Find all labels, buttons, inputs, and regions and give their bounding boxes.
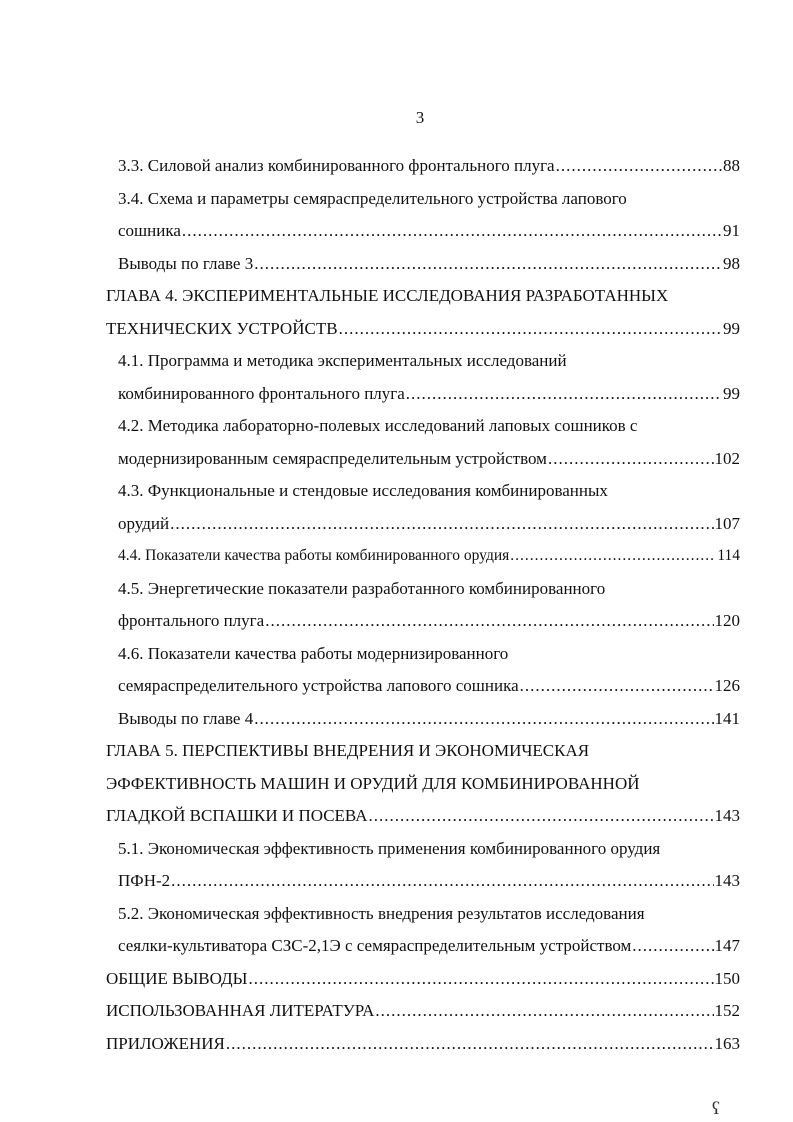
toc-line (0, 865, 740, 898)
toc-line (0, 768, 740, 801)
toc-line (0, 670, 740, 703)
toc-page-number: 88 (723, 156, 740, 175)
toc-entry[interactable] (0, 248, 793, 281)
toc-entry-title: ГЛАВА 4. ЭКСПЕРИМЕНТАЛЬНЫЕ ИССЛЕДОВАНИЯ РАЗРАБОТАННЫХ (106, 286, 669, 305)
dot-leader (171, 865, 713, 898)
toc-entry-title: орудий (118, 513, 170, 533)
toc-entry-title: 4.2. Методика лабораторно-полевых исследований лаповых сошников с (118, 416, 638, 435)
toc-line (0, 963, 740, 996)
dot-leader (265, 605, 713, 638)
toc-entry-title: Выводы по главе 4 (118, 708, 254, 728)
toc-line (0, 1028, 740, 1061)
toc-line (0, 410, 740, 443)
toc-line (0, 378, 740, 411)
toc-line (0, 995, 740, 1028)
dot-leader (339, 313, 722, 346)
dot-leader (520, 670, 714, 703)
toc-entry-title: ГЛАДКОЙ ВСПАШКИ И ПОСЕВА (106, 806, 368, 825)
toc-page-number: 126 (714, 676, 740, 695)
toc-entry-title: Выводы по главе 3 (118, 253, 254, 273)
toc-line (0, 703, 740, 736)
toc-entry-title: ТЕХНИЧЕСКИХ УСТРОЙСТВ (106, 318, 338, 338)
toc-entry[interactable] (0, 345, 793, 410)
toc-entry[interactable] (0, 995, 793, 1028)
toc-entry-title: семяраспределительного устройства лапового сошника (118, 676, 519, 695)
toc-line (0, 508, 740, 541)
toc-entry-title: 4.3. Функциональные и стендовые исследования комбинированных (118, 481, 608, 500)
toc-page-number: 143 (714, 871, 740, 890)
toc-line (0, 573, 740, 606)
dot-leader (375, 995, 713, 1028)
toc-entry[interactable] (0, 540, 793, 573)
toc-line (0, 443, 740, 476)
toc-entry-title: 3.4. Схема и параметры семяраспределительного устройства лапового (118, 188, 627, 208)
toc-page-number: 147 (714, 936, 740, 955)
toc-entry[interactable] (0, 1028, 793, 1061)
toc-page-number: 99 (723, 383, 740, 403)
table-of-contents (0, 150, 793, 1060)
corner-mark: ʕ (712, 1098, 720, 1118)
toc-entry-title: ИСПОЛЬЗОВАННАЯ ЛИТЕРАТУРА (106, 1001, 375, 1020)
toc-entry[interactable] (0, 280, 793, 345)
dot-leader (248, 963, 713, 996)
toc-entry-title: модернизированным семяраспределительным устройством (118, 448, 547, 468)
toc-line (0, 735, 740, 768)
toc-entry-title: 4.6. Показатели качества работы модернизированного (118, 643, 509, 663)
toc-page-number: 120 (714, 611, 740, 630)
toc-entry[interactable] (0, 150, 793, 183)
toc-entry-title: 4.5. Энергетические показатели разработанного комбинированного (118, 578, 606, 598)
dot-leader (548, 443, 714, 476)
toc-entry-title: фронтального плуга (118, 611, 265, 630)
toc-entry[interactable] (0, 963, 793, 996)
dot-leader (254, 703, 713, 736)
dot-leader (510, 540, 716, 573)
toc-entry-title: ГЛАВА 5. ПЕРСПЕКТИВЫ ВНЕДРЕНИЯ И ЭКОНОМИЧЕСКАЯ (106, 741, 590, 760)
toc-entry-title: ОБЩИЕ ВЫВОДЫ (106, 968, 248, 988)
toc-line (0, 638, 740, 671)
toc-line (0, 898, 740, 931)
toc-entry[interactable] (0, 475, 793, 540)
dot-leader (182, 215, 722, 248)
toc-page-number: 114 (717, 547, 740, 564)
dot-leader (226, 1028, 714, 1061)
toc-entry-title: сеялки-культиватора СЗС-2,1Э с семяраспределительным устройством (118, 936, 632, 955)
dot-leader (632, 930, 713, 963)
toc-entry[interactable] (0, 833, 793, 898)
toc-line (0, 540, 740, 573)
toc-page-number: 98 (723, 253, 740, 273)
toc-line (0, 313, 740, 346)
toc-page-number: 107 (714, 513, 740, 533)
toc-entry[interactable] (0, 410, 793, 475)
toc-line (0, 150, 740, 183)
toc-page-number: 99 (723, 318, 740, 338)
toc-entry-title: 5.1. Экономическая эффективность применения комбинированного орудия (118, 838, 661, 858)
toc-page-number: 143 (714, 806, 740, 825)
toc-entry-title: ПРИЛОЖЕНИЯ (106, 1033, 225, 1053)
toc-entry[interactable] (0, 183, 793, 248)
toc-entry[interactable] (0, 573, 793, 638)
toc-page-number: 102 (714, 448, 740, 468)
toc-entry-title: 4.4. Показатели качества работы комбинированного орудия (118, 547, 510, 564)
toc-entry-title: 4.1. Программа и методика экспериментальных исследований (118, 351, 567, 370)
toc-page-number: 141 (714, 708, 740, 728)
toc-entry-title: 3.3. Силовой анализ комбинированного фронтального плуга (118, 156, 555, 175)
dot-leader (556, 150, 722, 183)
toc-entry-title: сошника (118, 221, 181, 240)
page-number: 3 (415, 108, 425, 127)
dot-leader (368, 800, 713, 833)
toc-line (0, 345, 740, 378)
toc-entry[interactable] (0, 638, 793, 703)
toc-entry[interactable] (0, 898, 793, 963)
toc-line (0, 605, 740, 638)
toc-page-number: 91 (723, 221, 740, 240)
toc-line (0, 833, 740, 866)
toc-line (0, 800, 740, 833)
toc-entry-title: ЭФФЕКТИВНОСТЬ МАШИН И ОРУДИЙ ДЛЯ КОМБИНИРОВАННОЙ (106, 773, 640, 793)
toc-entry[interactable] (0, 703, 793, 736)
toc-line (0, 280, 740, 313)
toc-entry-title: комбинированного фронтального плуга (118, 383, 405, 403)
toc-page-number: 150 (714, 968, 740, 988)
toc-page-number: 163 (714, 1033, 740, 1053)
toc-entry-title: ПФН-2 (118, 871, 171, 890)
toc-entry-title: 5.2. Экономическая эффективность внедрения результатов исследования (118, 903, 645, 923)
toc-line (0, 215, 740, 248)
toc-line (0, 930, 740, 963)
dot-leader (170, 508, 713, 541)
dot-leader (254, 248, 722, 281)
toc-line (0, 248, 740, 281)
toc-line (0, 183, 740, 216)
toc-entry[interactable] (0, 735, 793, 833)
dot-leader (406, 378, 722, 411)
toc-page-number: 152 (714, 1001, 740, 1020)
toc-line (0, 475, 740, 508)
